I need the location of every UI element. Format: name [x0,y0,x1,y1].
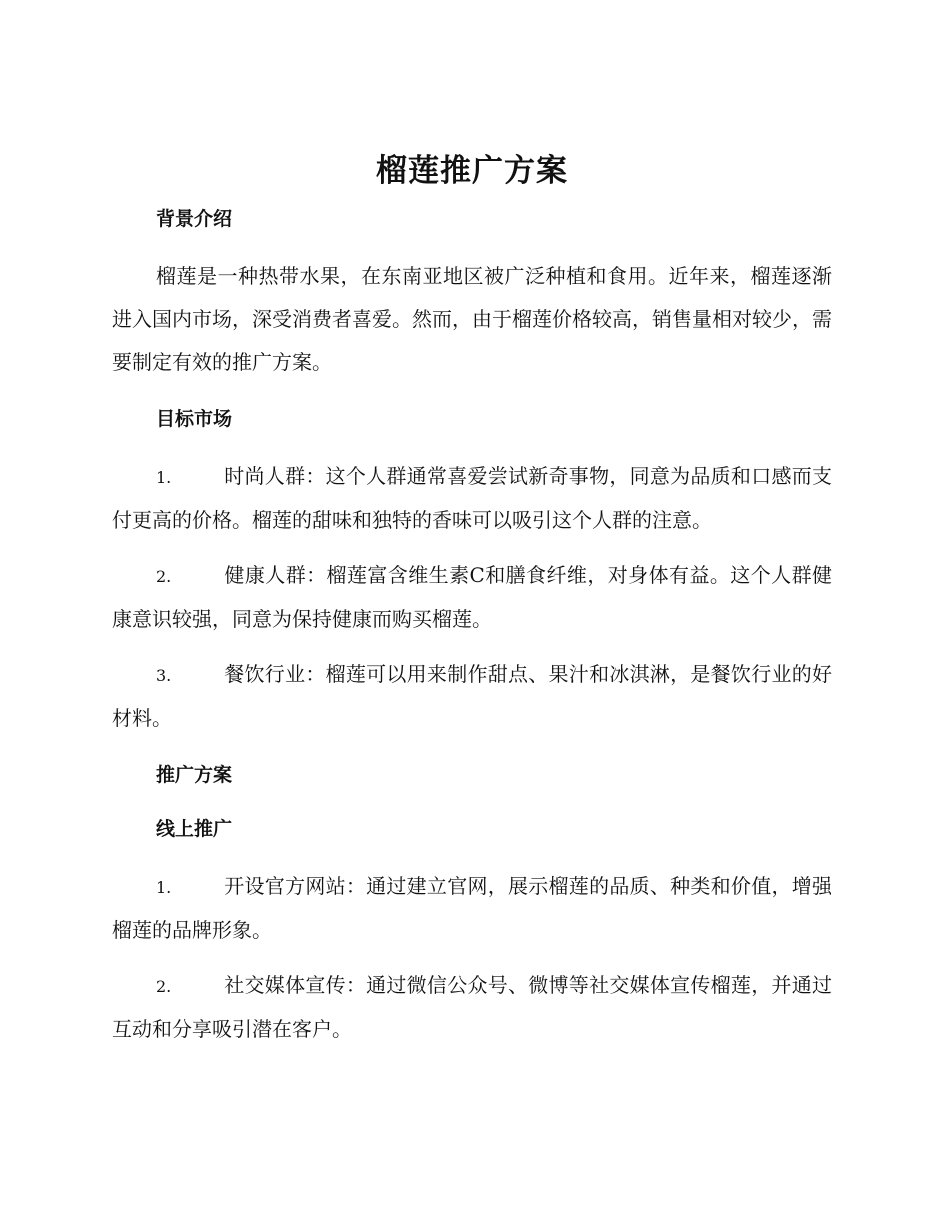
list-item [112,653,832,740]
list-item [112,455,832,542]
background-paragraph: 榴莲是一种热带水果，在东南亚地区被广泛种植和食用。近年来，榴莲逐渐进入国内市场，深受消费者喜爱。然而，由于榴莲价格较高，销售量相对较少，需要制定有效的推广方案。 [112,264,832,374]
list-item [112,554,832,641]
list-item-text: 社交媒体宣传：通过微信公众号、微博等社交媒体宣传榴莲，并通过互动和分享吸引潜在客户。 [112,973,832,1041]
section-heading-promotion: 推广方案 [156,764,233,786]
list-item-text: 健康人群：榴莲富含维生素C和膳食纤维，对身体有益。这个人群健康意识较强，同意为保持健康而购买榴莲。 [112,563,832,631]
section-heading-background: 背景介绍 [156,208,233,230]
list-item-number: 1. [156,468,172,487]
list-item-number: 2. [156,567,172,586]
subsection-heading-online: 线上推广 [156,818,233,840]
list-item-text: 餐饮行业：榴莲可以用来制作甜点、果汁和冰淇淋，是餐饮行业的好材料。 [112,662,832,730]
list-item [112,964,832,1051]
list-item [112,865,832,952]
list-item-number: 2. [156,977,172,996]
list-item-number: 3. [156,666,172,685]
section-heading-target-market: 目标市场 [156,408,233,430]
document-title: 榴莲推广方案 [376,153,568,189]
list-item-number: 1. [156,878,172,897]
list-item-text: 时尚人群：这个人群通常喜爱尝试新奇事物，同意为品质和口感而支付更高的价格。榴莲的甜味和独特的香味可以吸引这个人群的注意。 [112,464,832,532]
list-item-text: 开设官方网站：通过建立官网，展示榴莲的品质、种类和价值，增强榴莲的品牌形象。 [112,874,832,942]
document-body [112,148,832,1051]
